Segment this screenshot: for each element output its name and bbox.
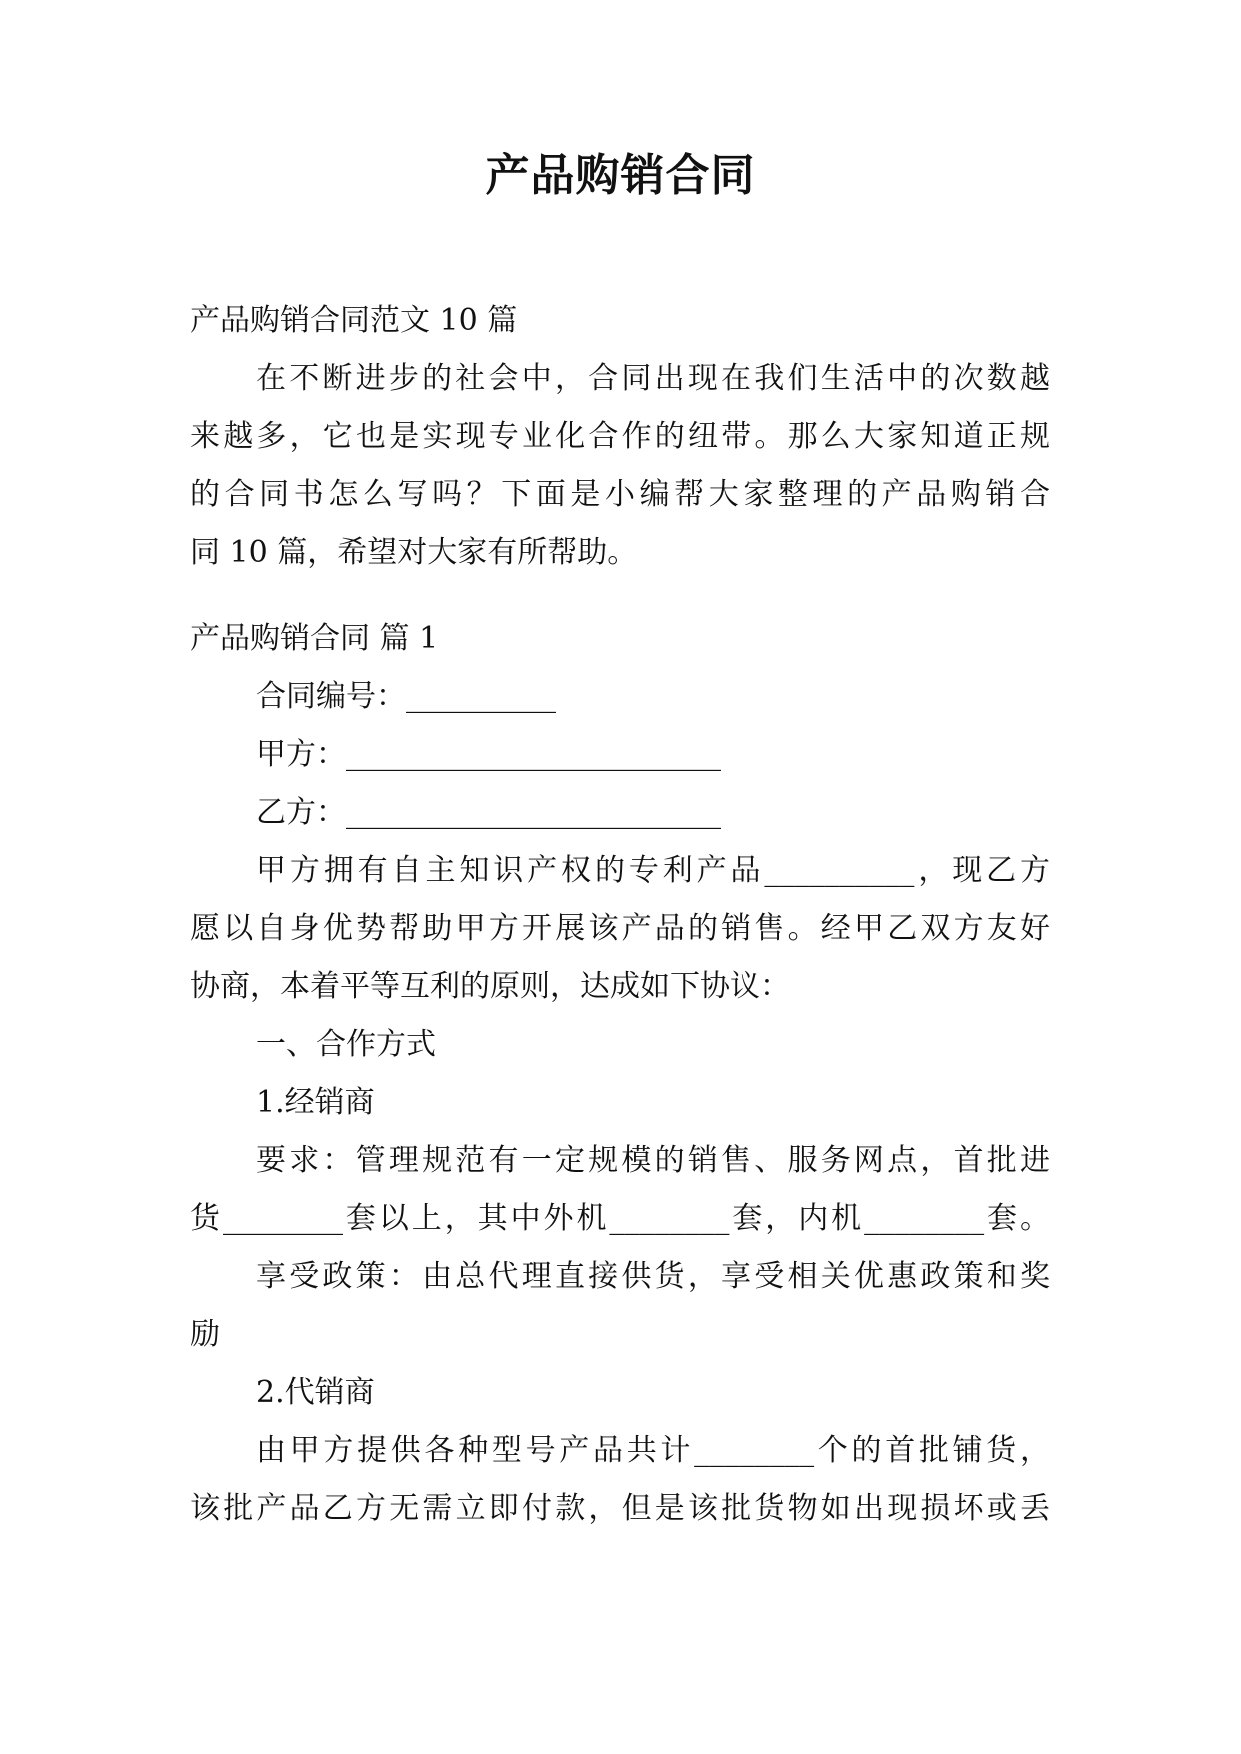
agreement-line-1: 甲方拥有自主知识产权的专利产品__________，现乙方 <box>256 853 1050 888</box>
policy-line-2: 励 <box>190 1317 220 1352</box>
distributor-heading: 1.经销商 <box>256 1085 375 1120</box>
document-title: 产品购销合同 <box>485 150 756 201</box>
agent-line-2: 该批产品乙方无需立即付款，但是该批货物如出现损坏或丢 <box>190 1491 1050 1526</box>
party-b-line: 乙方：_________________________ <box>256 795 721 830</box>
section-spacer <box>190 582 1050 610</box>
section-heading: 产品购销合同 篇 1 <box>190 621 439 656</box>
intro-line-2: 来越多，它也是实现专业化合作的纽带。那么大家知道正规 <box>190 419 1050 454</box>
intro-line-1: 在不断进步的社会中，合同出现在我们生活中的次数越 <box>256 361 1050 396</box>
cooperation-heading: 一、合作方式 <box>256 1027 436 1062</box>
distributor-requirement-line-2: 货________套以上，其中外机________套，内机________套。 <box>190 1201 1050 1236</box>
contract-number-line: 合同编号：__________ <box>256 679 556 714</box>
party-a-line: 甲方：_________________________ <box>256 737 721 772</box>
agreement-line-3: 协商，本着平等互利的原则，达成如下协议： <box>190 969 790 1004</box>
document-body <box>190 292 1050 1538</box>
intro-line-3: 的合同书怎么写吗？下面是小编帮大家整理的产品购销合 <box>190 477 1050 512</box>
distributor-requirement-line-1: 要求：管理规范有一定规模的销售、服务网点，首批进 <box>256 1143 1050 1178</box>
policy-line-1: 享受政策：由总代理直接供货，享受相关优惠政策和奖 <box>256 1259 1050 1294</box>
agent-line-1: 由甲方提供各种型号产品共计________个的首批铺货， <box>256 1433 1050 1468</box>
subtitle-line: 产品购销合同范文 10 篇 <box>190 303 518 338</box>
agent-heading: 2.代销商 <box>256 1375 375 1410</box>
agreement-line-2: 愿以自身优势帮助甲方开展该产品的销售。经甲乙双方友好 <box>190 911 1050 946</box>
intro-line-4: 同 10 篇，希望对大家有所帮助。 <box>190 535 638 570</box>
